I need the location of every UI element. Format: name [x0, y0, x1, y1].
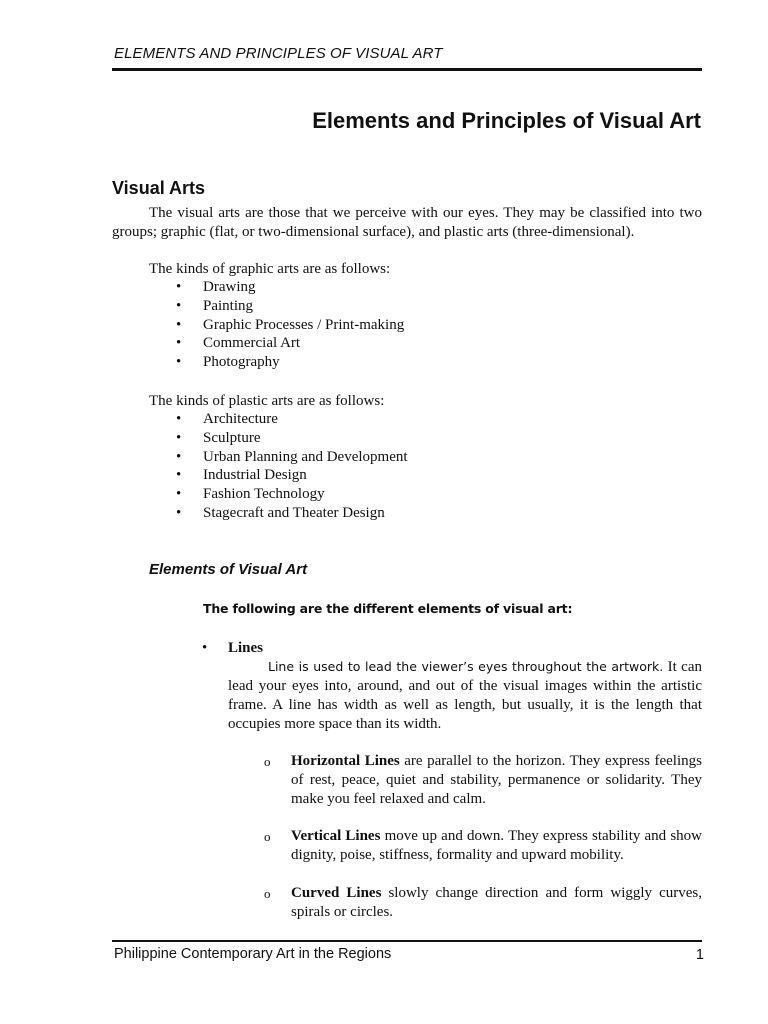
list-item: • Commercial Art: [174, 334, 404, 353]
sub-item-marker: o: [264, 754, 271, 769]
list-item: • Painting: [174, 297, 404, 316]
sub-item-vertical: [264, 827, 702, 865]
page-number: 1: [695, 947, 704, 963]
intro-paragraph: The visual arts are those that we perceive with our eyes. They may be classified into two groups; graphic (flat, or two-dimensional surface), and plastic arts (three-dimensional).: [112, 205, 702, 240]
sub-item-horizontal: [264, 752, 702, 809]
list-item: • Stagecraft and Theater Design: [174, 504, 408, 523]
list-item: • Photography: [174, 353, 404, 372]
sub-item-description: move up and down. They express stability and show dignity, poise, stiffness, formality and upward mobility.: [291, 828, 702, 863]
sub-item-marker: o: [264, 886, 271, 901]
list-item: • Drawing: [174, 278, 404, 297]
list-item: • Graphic Processes / Print-making: [174, 316, 404, 335]
list-item: • Fashion Technology: [174, 485, 408, 504]
sub-item-text: [291, 884, 702, 922]
sub-item-text: [291, 752, 702, 809]
sub-item-description: are parallel to the horizon. They express feelings of rest, peace, quiet and stability, permanence or solidarity. They make you feel relaxed and calm.: [291, 753, 702, 807]
lines-label: Lines: [228, 640, 264, 656]
lines-paragraph-start: Line is used to lead the viewer’s eyes throughout the artwork.: [268, 659, 664, 674]
section-heading: Visual Arts: [112, 178, 206, 198]
sub-item-text: [291, 827, 702, 865]
sub-item-term: Horizontal Lines: [291, 753, 400, 769]
graphic-arts-list: [174, 278, 404, 372]
footer-text: Philippine Contemporary Art in the Regions: [114, 946, 392, 962]
plastic-arts-intro: The kinds of plastic arts are as follows:: [149, 393, 385, 409]
elements-heading: Elements of Visual Art: [149, 561, 308, 578]
lines-paragraph-rest: It can lead your eyes into, around, and out of the visual images within the artistic frame. A line has width as well as length, but usually, it is the length that occupies more space than its width.: [228, 659, 703, 732]
lines-bullet: •: [202, 640, 208, 656]
sub-item-description: slowly change direction and form wiggly curves, spirals or circles.: [291, 885, 703, 920]
lines-paragraph: [228, 657, 702, 734]
list-item: • Architecture: [174, 410, 408, 429]
header-rule: [112, 68, 702, 71]
sub-item-term: Vertical Lines: [291, 828, 381, 844]
list-item: • Urban Planning and Development: [174, 448, 408, 467]
list-item: • Sculpture: [174, 429, 408, 448]
footer-rule: [112, 940, 702, 942]
list-item: • Industrial Design: [174, 466, 408, 485]
elements-intro: The following are the different elements of visual art:: [203, 601, 573, 616]
document-title: Elements and Principles of Visual Art: [312, 108, 701, 133]
sub-item-curved: [264, 884, 702, 922]
plastic-arts-list: [174, 410, 408, 523]
sub-item-marker: o: [264, 829, 271, 844]
running-header: ELEMENTS AND PRINCIPLES OF VISUAL ART: [114, 45, 443, 62]
sub-item-term: Curved Lines: [291, 885, 382, 901]
graphic-arts-intro: The kinds of graphic arts are as follows:: [149, 261, 391, 277]
